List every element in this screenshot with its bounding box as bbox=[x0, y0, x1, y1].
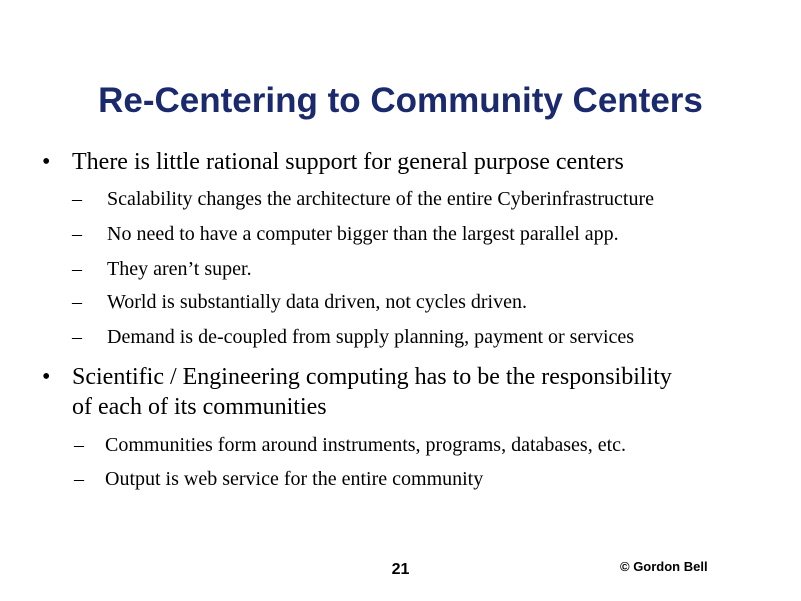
sub-bullet-1-1 bbox=[72, 186, 654, 212]
bullet-text: There is little rational support for general purpose centers bbox=[72, 149, 624, 175]
dash-marker: – bbox=[72, 188, 82, 210]
sub-bullet-2-1 bbox=[74, 432, 626, 458]
sub-bullet-1-4 bbox=[72, 289, 527, 315]
dash-marker: – bbox=[72, 326, 82, 348]
sub-bullet-text: Output is web service for the entire community bbox=[105, 468, 484, 490]
sub-bullet-text: Demand is de-coupled from supply planning, payment or services bbox=[107, 326, 635, 348]
copyright-notice: © Gordon Bell bbox=[620, 559, 708, 574]
sub-bullet-1-5 bbox=[72, 324, 634, 350]
sub-bullet-2-2 bbox=[74, 466, 483, 492]
bullet-1 bbox=[42, 147, 624, 177]
bullet-text-line-1: Scientific / Engineering computing has to be the responsibility bbox=[72, 364, 672, 390]
dash-marker: – bbox=[72, 223, 82, 245]
sub-bullet-text: World is substantially data driven, not cycles driven. bbox=[107, 291, 527, 313]
dash-marker: – bbox=[74, 434, 84, 456]
sub-bullet-text: Scalability changes the architecture of the entire Cyberinfrastructure bbox=[107, 188, 654, 210]
sub-bullet-text: They aren’t super. bbox=[107, 258, 252, 280]
bullet-marker: • bbox=[42, 364, 51, 390]
bullet-text-line-2: of each of its communities bbox=[72, 394, 327, 420]
sub-bullet-text: Communities form around instruments, programs, databases, etc. bbox=[105, 434, 627, 456]
dash-marker: – bbox=[72, 291, 82, 313]
dash-marker: – bbox=[74, 468, 84, 490]
bullet-marker: • bbox=[42, 149, 51, 175]
slide-title: Re-Centering to Community Centers bbox=[98, 81, 703, 120]
sub-bullet-1-3 bbox=[72, 256, 252, 282]
page-number: 21 bbox=[391, 561, 410, 578]
dash-marker: – bbox=[72, 258, 82, 280]
bullet-2 bbox=[42, 362, 672, 422]
sub-bullet-1-2 bbox=[72, 221, 619, 247]
sub-bullet-text: No need to have a computer bigger than the largest parallel app. bbox=[107, 223, 619, 245]
